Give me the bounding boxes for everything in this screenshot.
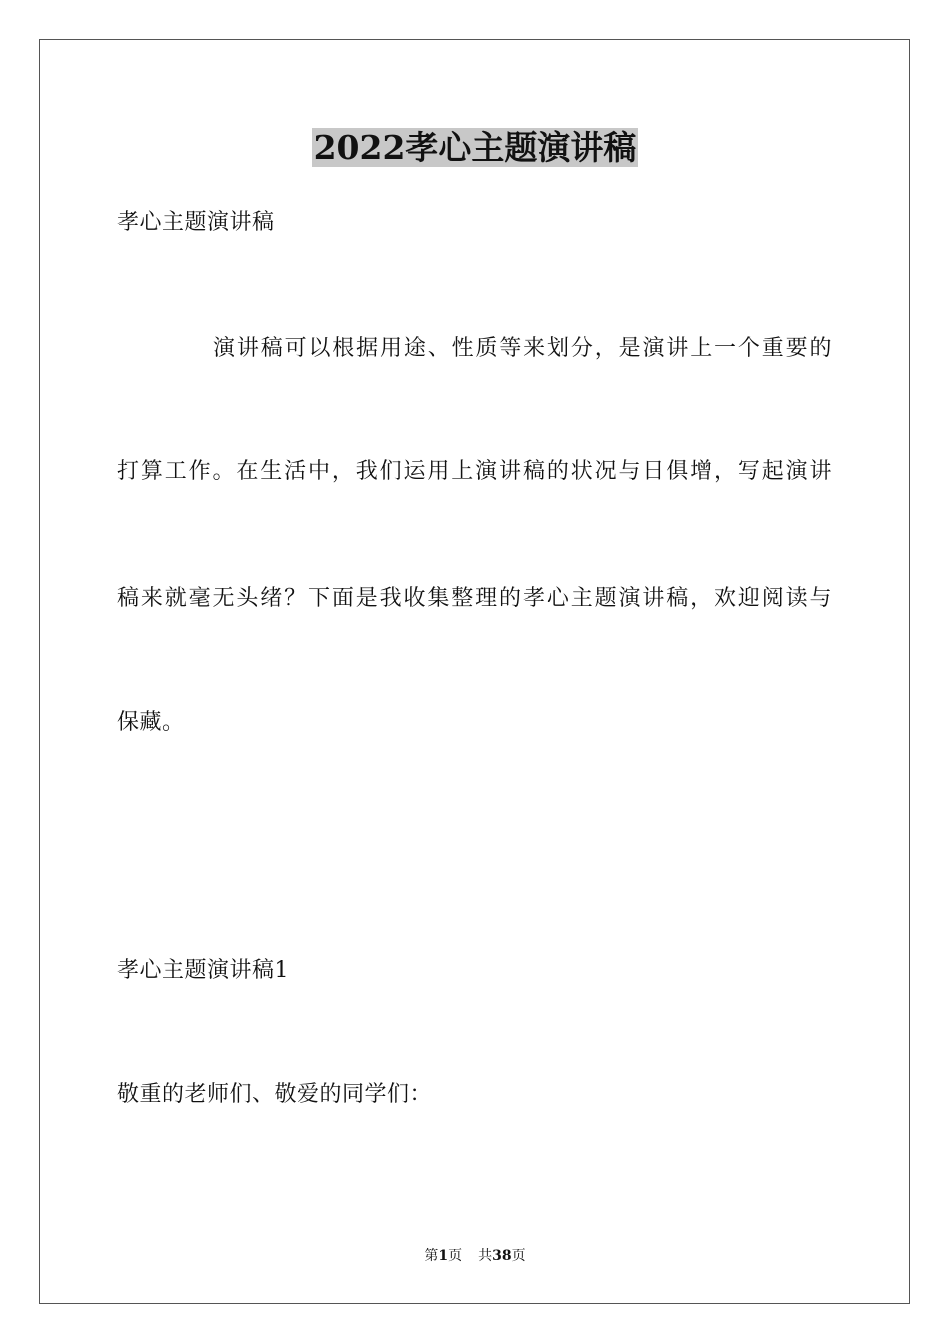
intro-line-3: 稿来就毫无头绪？下面是我收集整理的孝心主题演讲稿，欢迎阅读与 bbox=[117, 586, 832, 611]
footer-page-number: 1 bbox=[438, 1248, 449, 1264]
footer-total-pages: 38 bbox=[492, 1248, 512, 1264]
greeting: 敬重的老师们、敬爱的同学们： bbox=[117, 1082, 433, 1107]
footer-total-suffix: 页 bbox=[511, 1248, 526, 1264]
section-heading: 孝心主题演讲稿1 bbox=[117, 958, 289, 983]
intro-line-2: 打算工作。在生活中，我们运用上演讲稿的状况与日俱增，写起演讲 bbox=[117, 459, 832, 484]
footer-page-suffix: 页 bbox=[448, 1248, 463, 1264]
footer-total-prefix: 共 bbox=[478, 1248, 493, 1264]
footer-page-prefix: 第 bbox=[424, 1248, 439, 1264]
intro-line-4: 保藏。 bbox=[117, 710, 185, 735]
document-title bbox=[0, 126, 950, 170]
document-subtitle: 孝心主题演讲稿 bbox=[117, 210, 275, 235]
document-title-text: 2022孝心主题演讲稿 bbox=[313, 128, 637, 167]
page-footer bbox=[0, 1247, 950, 1265]
intro-line-1: 演讲稿可以根据用途、性质等来划分，是演讲上一个重要的 bbox=[213, 336, 832, 361]
